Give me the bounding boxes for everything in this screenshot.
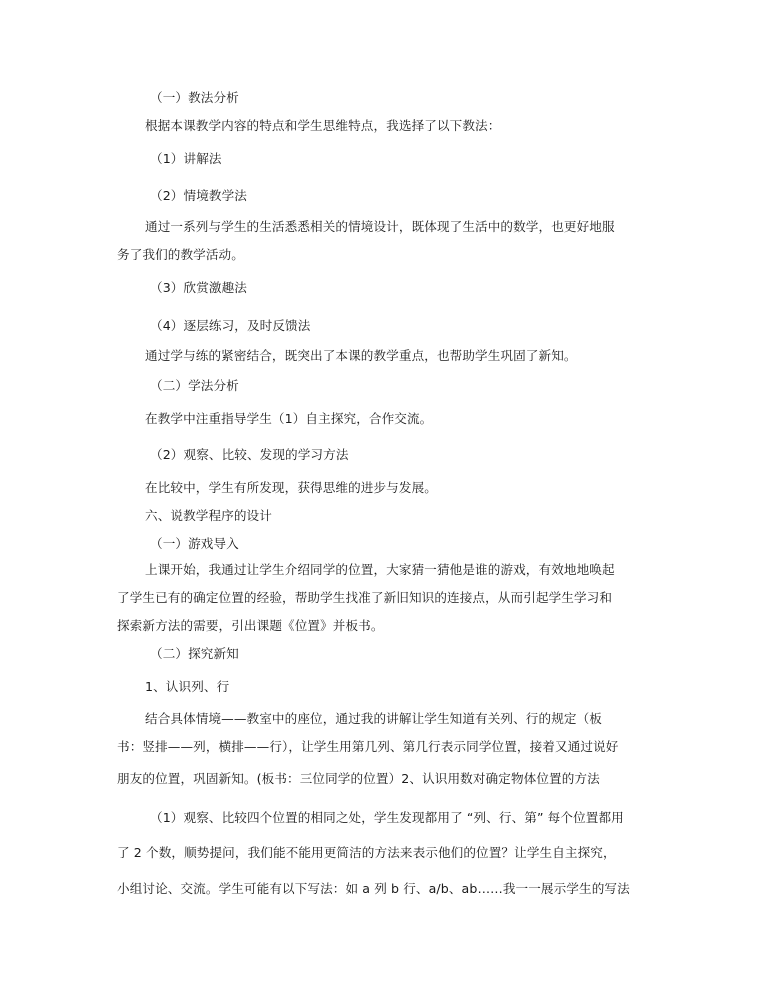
paragraph-line: （1）观察、比较四个位置的相同之处，学生发现都用了 “列、行、第” 每个位置都用 [150,810,624,825]
list-item-layered-practice: （4）逐层练习，及时反馈法 [150,318,311,333]
paragraph-line: 务了我们的教学活动。 [117,247,244,262]
paragraph-line: 了 2 个数，顺势提问，我们能不能用更简洁的方法来表示他们的位置？让学生自主探究， [117,845,616,860]
paragraph-line: 结合具体情境——教室中的座位，通过我的讲解让学生知道有关列、行的规定（板 [145,711,602,726]
paragraph-line: 书：竖排——列，横排——行），让学生用第几列、第几行表示同学位置，接着又通过说好 [117,739,619,754]
heading-section-six: 六、说教学程序的设计 [145,508,272,523]
heading-learning-method-analysis: （二）学法分析 [150,378,239,393]
paragraph-line: 在比较中，学生有所发现，获得思维的进步与发展。 [145,480,437,495]
heading-game-intro: （一）游戏导入 [150,536,239,551]
list-item-observe-compare: （2）观察、比较、发现的学习方法 [150,447,349,462]
paragraph-line: 通过一系列与学生的生活悉悉相关的情境设计，既体现了生活中的数学，也更好地服 [145,219,615,234]
heading-recognize-columns-rows: 1、认识列、行 [145,679,230,694]
paragraph-line: 探索新方法的需要，引出课题《位置》并板书。 [117,618,384,633]
paragraph-line: 朋友的位置，巩固新知。(板书：三位同学的位置）2、认识用数对确定物体位置的方法 [117,771,600,786]
paragraph-line: 小组讨论、交流。学生可能有以下写法：如 a 列 b 行、a/b、ab……我一一展示学生的写法 [117,881,630,896]
list-item-situational-teaching: （2）情境教学法 [150,188,247,203]
heading-explore-new-knowledge: （二）探究新知 [150,646,239,661]
paragraph-line: 在教学中注重指导学生（1）自主探究，合作交流。 [145,411,433,426]
paragraph-line: 根据本课教学内容的特点和学生思维特点，我选择了以下教法： [145,118,501,133]
paragraph-line: 通过学与练的紧密结合，既突出了本课的教学重点，也帮助学生巩固了新知。 [145,348,577,363]
heading-teaching-method-analysis: （一）教法分析 [150,90,239,105]
list-item-appreciation-method: （3）欣赏激趣法 [150,280,247,295]
paragraph-line: 上课开始，我通过让学生介绍同学的位置，大家猜一猜他是谁的游戏，有效地地唤起 [145,562,615,577]
list-item-explanation-method: （1）讲解法 [150,151,222,166]
paragraph-line: 了学生已有的确定位置的经验，帮助学生找准了新旧知识的连接点，从而引起学生学习和 [117,590,613,605]
